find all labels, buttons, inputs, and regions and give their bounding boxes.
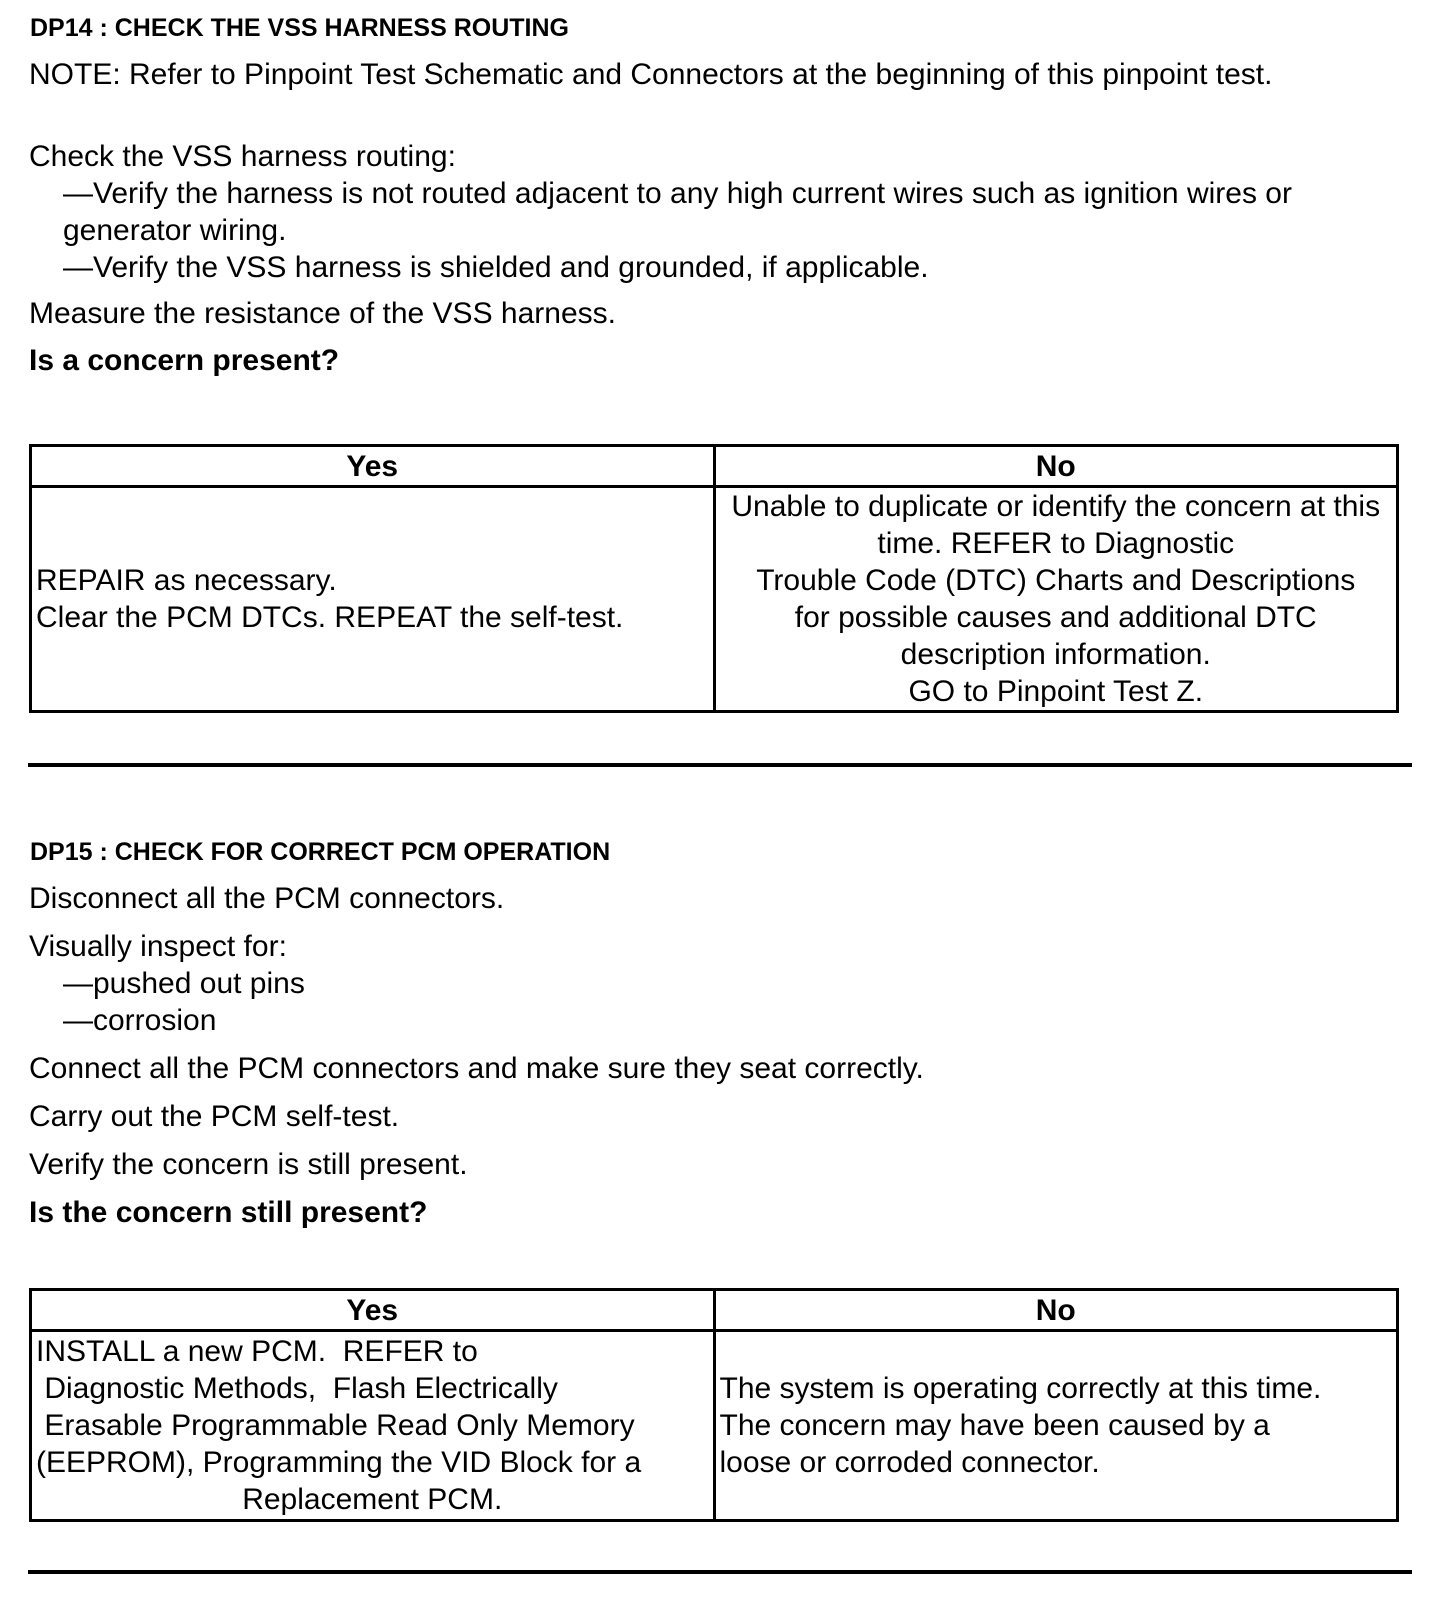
section-divider [28, 1570, 1412, 1574]
yes-cell [31, 487, 715, 712]
dp14-measure: Measure the resistance of the VSS harness. [29, 297, 616, 330]
dp14-note: NOTE: Refer to Pinpoint Test Schematic and Connectors at the beginning of this pinpoint test. [29, 58, 1273, 91]
yes-header: Yes [31, 1290, 715, 1331]
no-line: The system is operating correctly at this time. [719, 1372, 1322, 1405]
no-line: for possible causes and additional DTC [794, 601, 1317, 634]
dp15-inspect-intro: Visually inspect for: [29, 930, 287, 963]
no-line: The concern may have been caused by a [719, 1409, 1270, 1442]
no-line: loose or corroded connector. [719, 1446, 1100, 1479]
dp14-bullet: —Verify the VSS harness is shielded and grounded, if applicable. [63, 251, 929, 284]
dp15-step: Connect all the PCM connectors and make sure they seat correctly. [29, 1052, 924, 1085]
dp14-question: Is a concern present? [29, 344, 340, 377]
no-line: description information. [900, 638, 1211, 671]
dp14-heading: DP14 : CHECK THE VSS HARNESS ROUTING [30, 14, 569, 42]
no-line: Unable to duplicate or identify the concern at this time. REFER to Diagnostic [731, 490, 1381, 560]
section-divider [28, 763, 1412, 767]
yes-line: INSTALL a new PCM. REFER to [36, 1335, 478, 1368]
yes-line: Erasable Programmable Read Only Memory [36, 1409, 635, 1442]
no-line: Trouble Code (DTC) Charts and Descriptions [756, 564, 1356, 597]
dp15-bullet: —pushed out pins [63, 967, 305, 1000]
dp15-bullet: —corrosion [63, 1004, 217, 1037]
dp14-check-intro: Check the VSS harness routing: [29, 140, 456, 173]
no-cell [714, 487, 1398, 712]
dp15-step: Disconnect all the PCM connectors. [29, 882, 505, 915]
no-line: GO to Pinpoint Test Z. [908, 675, 1204, 708]
yes-header: Yes [31, 446, 715, 487]
yes-line: Diagnostic Methods, Flash Electrically [36, 1372, 558, 1405]
dp15-question: Is the concern still present? [29, 1196, 428, 1229]
dp14-bullet: —Verify the harness is not routed adjacent to any high current wires such as ignition wires or generator wiring. [63, 177, 1292, 247]
dp15-step: Carry out the PCM self-test. [29, 1100, 400, 1133]
yes-line: REPAIR as necessary. [36, 564, 337, 597]
dp15-heading: DP15 : CHECK FOR CORRECT PCM OPERATION [30, 838, 611, 866]
yes-line: Replacement PCM. [242, 1483, 503, 1516]
dp15-result-table [29, 1288, 1399, 1522]
no-header: No [714, 1290, 1398, 1331]
no-header: No [714, 446, 1398, 487]
dp15-step: Verify the concern is still present. [29, 1148, 468, 1181]
yes-line: (EEPROM), Programming the VID Block for a [36, 1446, 642, 1479]
dp14-result-table [29, 444, 1399, 713]
yes-line: Clear the PCM DTCs. REPEAT the self-test. [36, 601, 624, 634]
no-cell [714, 1331, 1398, 1521]
yes-cell [31, 1331, 715, 1521]
